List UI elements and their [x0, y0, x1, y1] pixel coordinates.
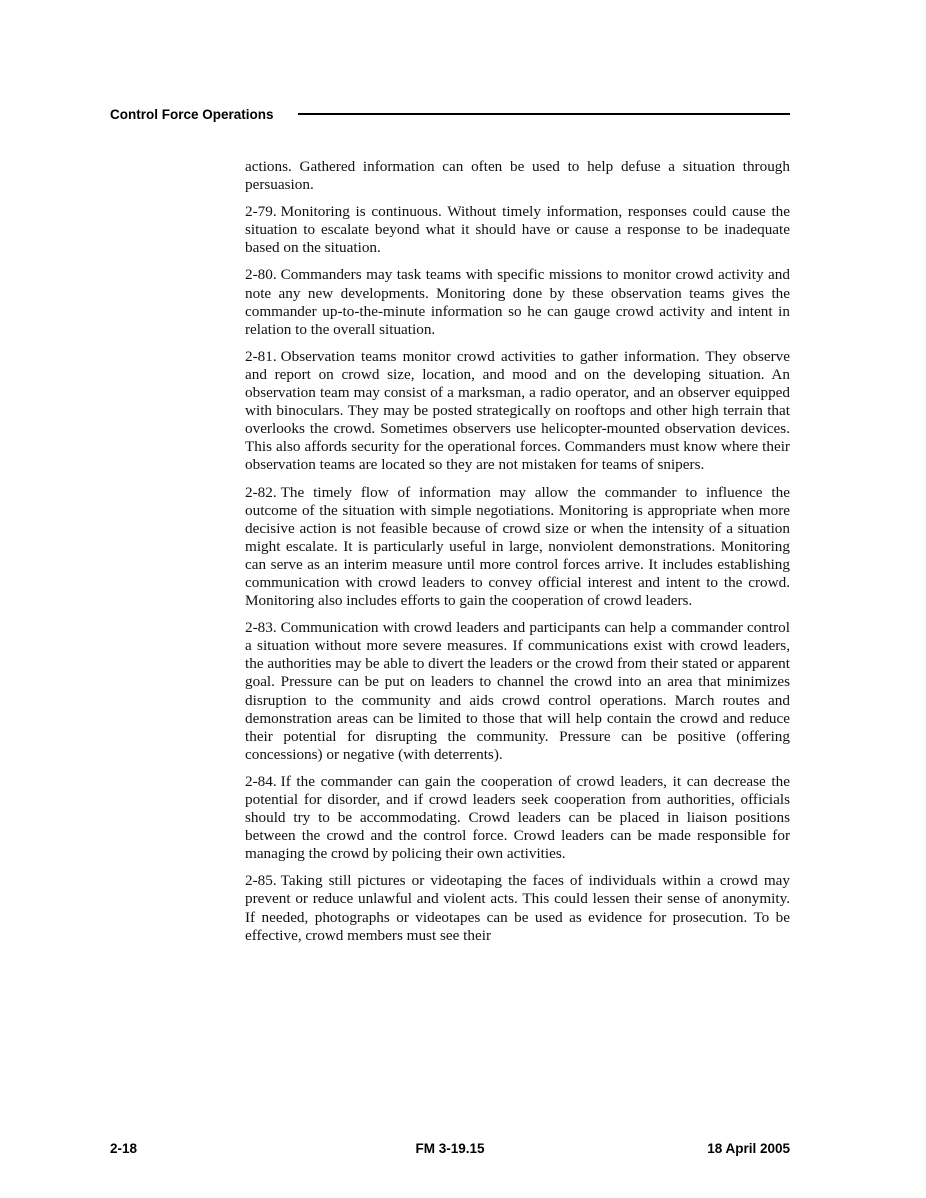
section-title: Control Force Operations [110, 106, 274, 122]
paragraph-number: 2-80. [245, 266, 277, 284]
paragraph-continued [245, 158, 790, 194]
paragraph-number: 2-81. [245, 347, 277, 365]
running-header [110, 104, 790, 124]
paragraph-number: 2-84. [245, 772, 277, 790]
paragraph-text: If the commander can gain the cooperation of crowd leaders, it can decrease the potential for disorder, and if crowd leaders seek cooperation from authorities, officials should try to be accommodating. Crowd leaders can be placed in liaison positions between the crowd and the control force. Crowd leaders can be made responsible for managing the crowd by policing their own activities. [245, 772, 790, 863]
paragraph-number: 2-82. [245, 483, 277, 501]
paragraph-2-80 [245, 266, 790, 338]
paragraph-number: 2-79. [245, 203, 277, 221]
header-rule [298, 113, 790, 115]
paragraph-text: Observation teams monitor crowd activities to gather information. They observe and report on crowd size, location, and mood and on the developing situation. An observation team may consist of a marksman, a radio operator, and an observer equipped with binoculars. They may be posted strategically on rooftops and other high terrain that overlooks the crowd. Sometimes observers use helicopter-mounted observation devices. This also affords security for the operational forces. Commanders must know where their observation teams are located so they are not mistaken for teams of snipers. [245, 347, 790, 474]
paragraph-2-81 [245, 348, 790, 475]
paragraph-2-82 [245, 484, 790, 611]
manual-number: FM 3-19.15 [415, 1141, 485, 1156]
paragraph-text: The timely flow of information may allow the commander to influence the outcome of the situation with simple negotiations. Monitoring is appropriate when more decisive action is not feasible because of crowd size or when the intensity of a situation might escalate. It is particularly useful in large, nonviolent demonstrations. Monitoring can serve as an interim measure until more control forces arrive. It includes establishing communication with crowd leaders to convey official interest and intent to the crowd. Monitoring also includes efforts to gain the cooperation of crowd leaders. [245, 483, 790, 610]
paragraph-2-83 [245, 619, 790, 764]
paragraph-number: 2-83. [245, 619, 277, 637]
paragraph-2-79 [245, 203, 790, 257]
running-footer [110, 1141, 790, 1159]
page-number: 2-18 [110, 1141, 138, 1156]
paragraph-text: Taking still pictures or videotaping the faces of individuals within a crowd may prevent or reduce unlawful and violent acts. This could lessen their sense of anonymity. If needed, photographs or videotapes can be used as evidence for prosecution. To be effective, crowd members must see their [245, 872, 790, 944]
paragraph-text: Commanders may task teams with specific missions to monitor crowd activity and note any new developments. Monitoring done by these observation teams gives the commander up-to-the-minute information so he can gauge crowd activity and intent in relation to the overall situation. [245, 266, 790, 338]
paragraph-text: actions. Gathered information can often be used to help defuse a situation through persuasion. [245, 158, 790, 194]
paragraph-text: Monitoring is continuous. Without timely information, responses could cause the situation to escalate beyond what it should have or cause a response to be inadequate based on the situation. [245, 203, 790, 257]
paragraph-text: Communication with crowd leaders and participants can help a commander control a situation without more severe measures. If communications exist with crowd leaders, the authorities may be able to divert the leaders or the crowd from their stated or apparent goal. Pressure can be put on leaders to channel the crowd into an area that minimizes disruption to the community and aids crowd control operations. March routes and demonstration areas can be limited to those that will help contain the crowd and reduce their potential for disrupting the community. Pressure can be positive (offering concessions) or negative (with deterrents). [245, 619, 790, 763]
paragraph-2-84 [245, 773, 790, 863]
body-text [245, 158, 790, 954]
paragraph-2-85 [245, 872, 790, 944]
paragraph-number: 2-85. [245, 872, 277, 890]
publication-date: 18 April 2005 [707, 1141, 790, 1156]
